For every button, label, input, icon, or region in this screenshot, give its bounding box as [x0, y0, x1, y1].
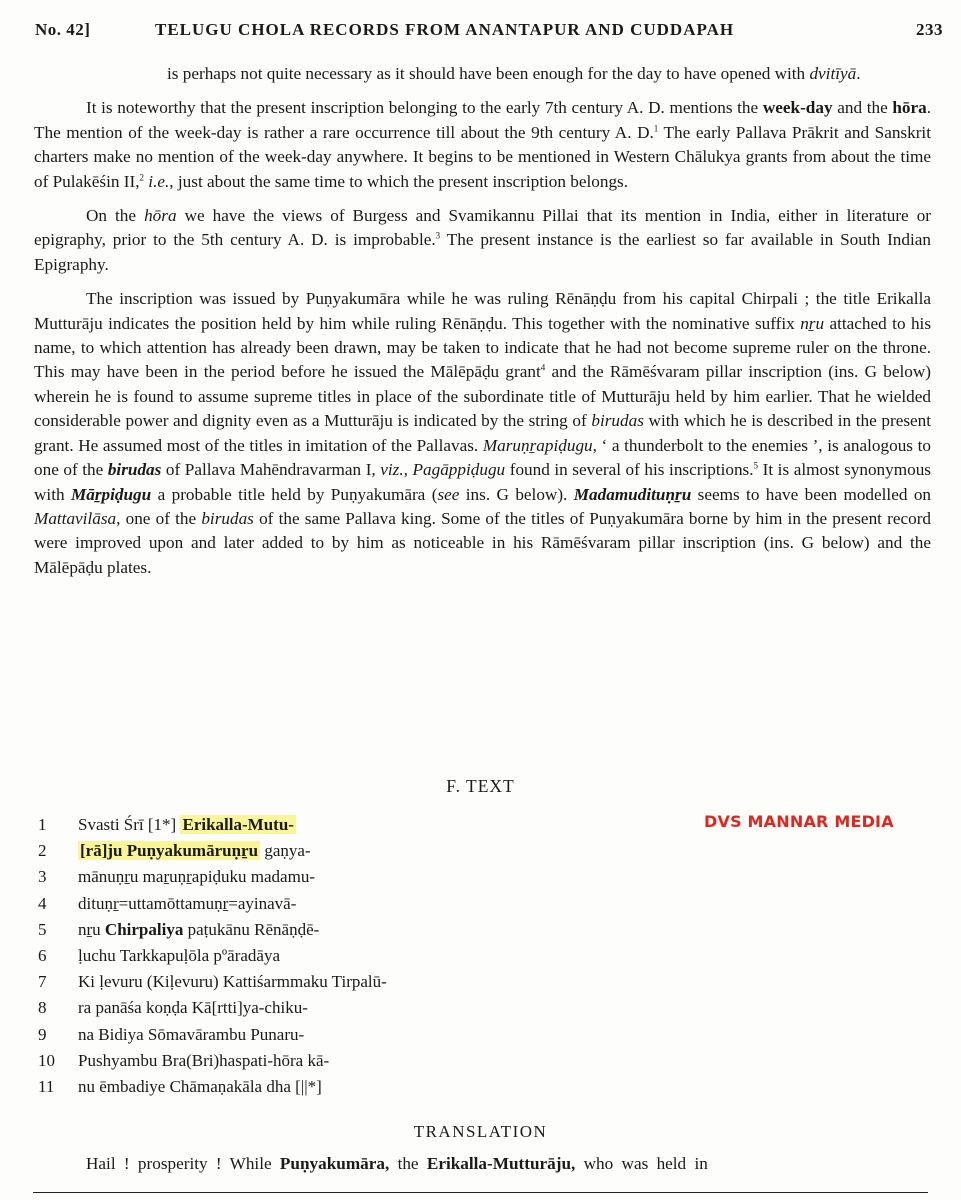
body-text [34, 62, 931, 590]
record-number: No. 42] [35, 20, 91, 39]
highlighted-text: [rā]ju Puṇyakumāruṇṟu [80, 841, 259, 861]
text-line: 5 nṟu Chirpaliya paṭukānu Rēnāṇḍē- [38, 919, 320, 939]
text-line: 2 [rā]ju Puṇyakumāruṇṟu gaṇya- [38, 841, 311, 861]
page-number: 233 [916, 20, 943, 39]
paragraph-2: On the hōra we have the views of Burgess and Svamikannu Pillai that its mention in India, either in literature or epigraphy, prior to the 5th century A. D. is improbable.$^3$ The present instance is the earliest so far available in South Indian Epigraphy. [34, 206, 932, 274]
brand-watermark: DVS MANNAR MEDIA [704, 812, 894, 831]
highlighted-text: Erikalla-Mutu- [182, 815, 294, 834]
text-line: 10 Pushyambu Bra(Bri)haspati-hōra kā- [38, 1050, 330, 1070]
text-line: 11 nu ēmbadiye Chāmaṇakāla dha [||*] [38, 1076, 322, 1096]
section-title: F. TEXT [446, 776, 515, 796]
paragraph-1: It is noteworthy that the present inscription belonging to the early 7th century A. D. mentions the week-day and the hōra. The mention of the week-day is rather a rare occurrence till about the 9th century A. D.$^1$ The early Pallava Prākrit and Sanskrit charters make no mention of the week-day anywhere. It begins to be mentioned in Western Chālukya grants from about the time of Pulakēśin II,$^2$ i.e., just about the same time to which the present inscription belongs. [34, 98, 932, 191]
paragraph-3: The inscription was issued by Puṇyakumāra while he was ruling Rēnāṇḍu from his capital Chirpali ; the title Erikalla Mutturāju indicates the position held by him while ruling Rēnāṇḍu. This together with the nominative suffix nṟu attached to his name, to which attention has already been drawn, may be taken to indicate that he had not become supreme ruler on the throne. This may have been in the period before he issued the Mālēpāḍu grant$^4$ and the Rāmēśvaram pillar inscription (ins. G below) wherein he is found to assume supreme titles in place of the subordinate title of Mutturāju held by him earlier. That he wielded considerable power and dignity even as a Mutturāju is indicated by the string of birudas with which he is described in the present grant. He assumed most of the titles in imitation of the Pallavas. Maruṇṟapiḍugu, ‘ a thunderbolt to the enemies ’, is analogous to one of the birudas of Pallava Mahēndravarman I, viz., Pagāppiḍugu found in several of his inscriptions.$^5$ It is almost synonymous with Māṟpiḍugu a probable title held by Puṇyakumāra (see ins. G below). Madamudituṇṟu seems to have been modelled on Mattavilāsa, one of the birudas of the same Pallava king. Some of the titles of Puṇyakumāra borne by him in the present record were improved upon and later added to by him as noticeable in his Rāmēśvaram pillar inscription (ins. G below) and the Mālēpāḍu plates. [34, 289, 932, 577]
page-header [35, 20, 943, 46]
text-line: 7 Ki ḷevuru (Kiḷevuru) Kattiśarmmaku Tirpalū- [38, 972, 387, 992]
bottom-rule [33, 1192, 928, 1194]
text-line: 1 Svasti Śrī [1*] Erikalla-Mutu- [38, 815, 294, 834]
translation-title: TRANSLATION [413, 1122, 548, 1141]
text-line: 6 ḷuchu Tarkkapuḷōla pºāradāya [38, 945, 281, 965]
paragraph-0: is perhaps not quite necessary as it should have been enough for the day to have opened with dvitīyā. [167, 64, 861, 83]
running-title: TELUGU CHOLA RECORDS FROM ANANTAPUR AND CUDDAPAH [155, 20, 735, 39]
text-line: 3 mānuṇṟu maṟuṇṟapiḍuku madamu- [38, 867, 315, 887]
translation-text: Hail ! prosperity ! While Puṇyakumāra, the Erikalla-Mutturāju, who was held in [86, 1154, 708, 1173]
text-line: 4 dituṇṟ=uttamōttamuṇṟ=ayinavā- [38, 893, 297, 913]
text-line: 9 na Bidiya Sōmavārambu Punaru- [38, 1024, 305, 1044]
inscription-text [38, 812, 598, 1100]
text-line: 8 ra panāśa koṇḍa Kā[rtti]ya-chiku- [38, 998, 308, 1018]
